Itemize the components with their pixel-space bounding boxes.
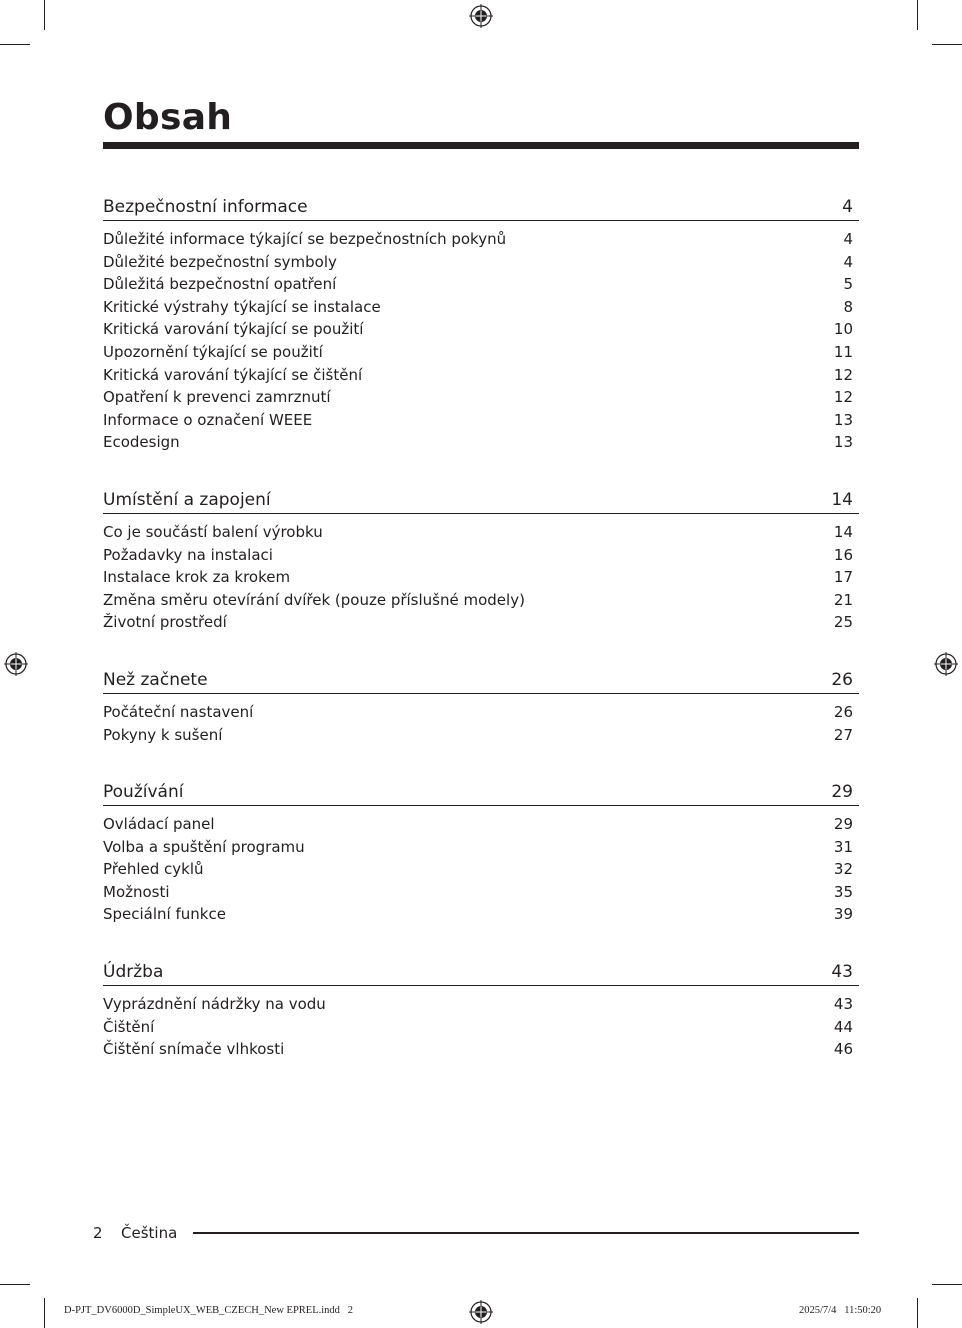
- crop-mark: [932, 44, 962, 45]
- crop-mark: [917, 0, 918, 30]
- footer-rule: [193, 1232, 859, 1234]
- entry-label: Kritické výstrahy týkající se instalace: [103, 297, 381, 316]
- registration-mark-icon: [934, 652, 958, 676]
- toc-entry[interactable]: [103, 858, 859, 881]
- crop-mark: [917, 1298, 918, 1328]
- entry-label: Informace o označení WEEE: [103, 410, 313, 429]
- toc-section: [103, 780, 859, 926]
- entry-label: Upozornění týkající se použití: [103, 342, 323, 361]
- entry-page: 44: [833, 1017, 853, 1036]
- toc-entry[interactable]: [103, 1016, 859, 1039]
- entry-page: 21: [833, 590, 853, 609]
- toc-entry[interactable]: [103, 431, 859, 454]
- section-title: Umístění a zapojení: [103, 489, 271, 510]
- toc-entry[interactable]: [103, 701, 859, 724]
- entry-page: 25: [833, 613, 853, 632]
- entry-page: 13: [833, 433, 853, 452]
- entry-label: Vyprázdnění nádržky na vodu: [103, 995, 326, 1014]
- toc-entry[interactable]: [103, 296, 859, 319]
- entry-label: Kritická varování týkající se použití: [103, 320, 364, 339]
- toc-entry[interactable]: [103, 566, 859, 589]
- toc-entry[interactable]: [103, 521, 859, 544]
- entry-page: 27: [833, 725, 853, 744]
- section-page: 26: [831, 669, 853, 690]
- entry-label: Důležité informace týkající se bezpečnostních pokynů: [103, 230, 507, 248]
- toc-entry[interactable]: [103, 903, 859, 926]
- toc-entry[interactable]: [103, 813, 859, 836]
- toc-section: [103, 488, 859, 634]
- table-of-contents: [103, 195, 859, 1061]
- entry-page: 17: [833, 568, 853, 587]
- crop-mark: [932, 1284, 962, 1285]
- entry-label: Kritická varování týkající se čištění: [103, 365, 363, 384]
- entry-page: 12: [833, 388, 853, 407]
- toc-entry[interactable]: [103, 724, 859, 747]
- toc-entry[interactable]: [103, 386, 859, 409]
- section-heading[interactable]: [103, 195, 859, 221]
- entry-page: 46: [833, 1040, 853, 1059]
- registration-mark-icon: [469, 4, 493, 28]
- entry-label: Čištění: [103, 1017, 155, 1036]
- crop-mark: [0, 44, 30, 45]
- entry-label: Pokyny k sušení: [103, 725, 223, 744]
- toc-entry[interactable]: [103, 251, 859, 274]
- entry-page: 4: [843, 252, 853, 271]
- entry-page: 4: [843, 230, 853, 248]
- toc-entry[interactable]: [103, 409, 859, 432]
- entry-page: 16: [833, 545, 853, 564]
- entry-label: Volba a spuštění programu: [103, 837, 305, 856]
- entry-page: 39: [833, 905, 853, 924]
- section-heading[interactable]: [103, 960, 859, 986]
- toc-entry[interactable]: [103, 228, 859, 251]
- entry-page: 35: [833, 882, 853, 901]
- entry-label: Životní prostředí: [103, 613, 227, 632]
- entry-label: Počáteční nastavení: [103, 702, 254, 721]
- entry-label: Speciální funkce: [103, 905, 226, 924]
- page-title: Obsah: [103, 97, 233, 138]
- section-title: Než začnete: [103, 669, 208, 690]
- entry-page: 13: [833, 410, 853, 429]
- toc-entry[interactable]: [103, 318, 859, 341]
- entry-page: 31: [833, 837, 853, 856]
- entry-page: 29: [833, 815, 853, 834]
- entry-page: 8: [843, 297, 853, 316]
- entry-label: Ecodesign: [103, 433, 180, 452]
- entry-label: Opatření k prevenci zamrznutí: [103, 388, 331, 407]
- footer-language: Čeština: [121, 1224, 178, 1242]
- entry-page: 26: [833, 702, 853, 721]
- section-heading[interactable]: [103, 780, 859, 806]
- section-title: Údržba: [103, 962, 164, 983]
- toc-entry[interactable]: [103, 364, 859, 387]
- toc-entry[interactable]: [103, 611, 859, 634]
- entry-page: 5: [843, 275, 853, 294]
- section-page: 43: [831, 962, 853, 983]
- entry-label: Instalace krok za krokem: [103, 568, 291, 587]
- toc-entry[interactable]: [103, 881, 859, 904]
- toc-entry[interactable]: [103, 993, 859, 1016]
- slug-filename: D-PJT_DV6000D_SimpleUX_WEB_CZECH_New EPREL.indd 2: [64, 1305, 354, 1316]
- toc-section: [103, 960, 859, 1061]
- crop-mark: [44, 1298, 45, 1328]
- section-title: Používání: [103, 782, 184, 803]
- crop-mark: [0, 1284, 30, 1285]
- entry-label: Čištění snímače vlhkosti: [103, 1040, 285, 1059]
- section-heading[interactable]: [103, 488, 859, 514]
- entry-label: Důležité bezpečnostní symboly: [103, 252, 337, 271]
- entry-label: Ovládací panel: [103, 815, 215, 834]
- toc-entry[interactable]: [103, 341, 859, 364]
- entry-label: Požadavky na instalaci: [103, 545, 273, 564]
- entry-page: 10: [833, 320, 853, 339]
- toc-entry[interactable]: [103, 1038, 859, 1061]
- entry-label: Důležitá bezpečnostní opatření: [103, 275, 337, 294]
- entry-label: Změna směru otevírání dvířek (pouze příslušné modely): [103, 590, 525, 609]
- toc-entry[interactable]: [103, 589, 859, 612]
- entry-label: Co je součástí balení výrobku: [103, 522, 323, 541]
- toc-section: [103, 668, 859, 746]
- entry-page: 14: [833, 522, 853, 541]
- crop-mark: [44, 0, 45, 30]
- entry-page: 12: [833, 365, 853, 384]
- toc-entry[interactable]: [103, 544, 859, 567]
- toc-entry[interactable]: [103, 273, 859, 296]
- title-rule: [103, 142, 859, 149]
- section-title: Bezpečnostní informace: [103, 197, 308, 217]
- entry-page: 11: [833, 342, 853, 361]
- entry-page: 32: [833, 860, 853, 879]
- entry-page: 43: [833, 995, 853, 1014]
- section-heading[interactable]: [103, 668, 859, 694]
- toc-section: [103, 195, 859, 454]
- entry-label: Přehled cyklů: [103, 860, 204, 879]
- toc-entry[interactable]: [103, 836, 859, 859]
- registration-mark-icon: [4, 652, 28, 676]
- section-page: 14: [831, 489, 853, 510]
- page-number: 2: [93, 1224, 103, 1242]
- registration-mark-icon: [469, 1300, 493, 1324]
- section-page: 4: [842, 197, 853, 217]
- section-page: 29: [831, 782, 853, 803]
- slug-timestamp: 2025/7/4 11:50:20: [799, 1305, 882, 1316]
- entry-label: Možnosti: [103, 882, 170, 901]
